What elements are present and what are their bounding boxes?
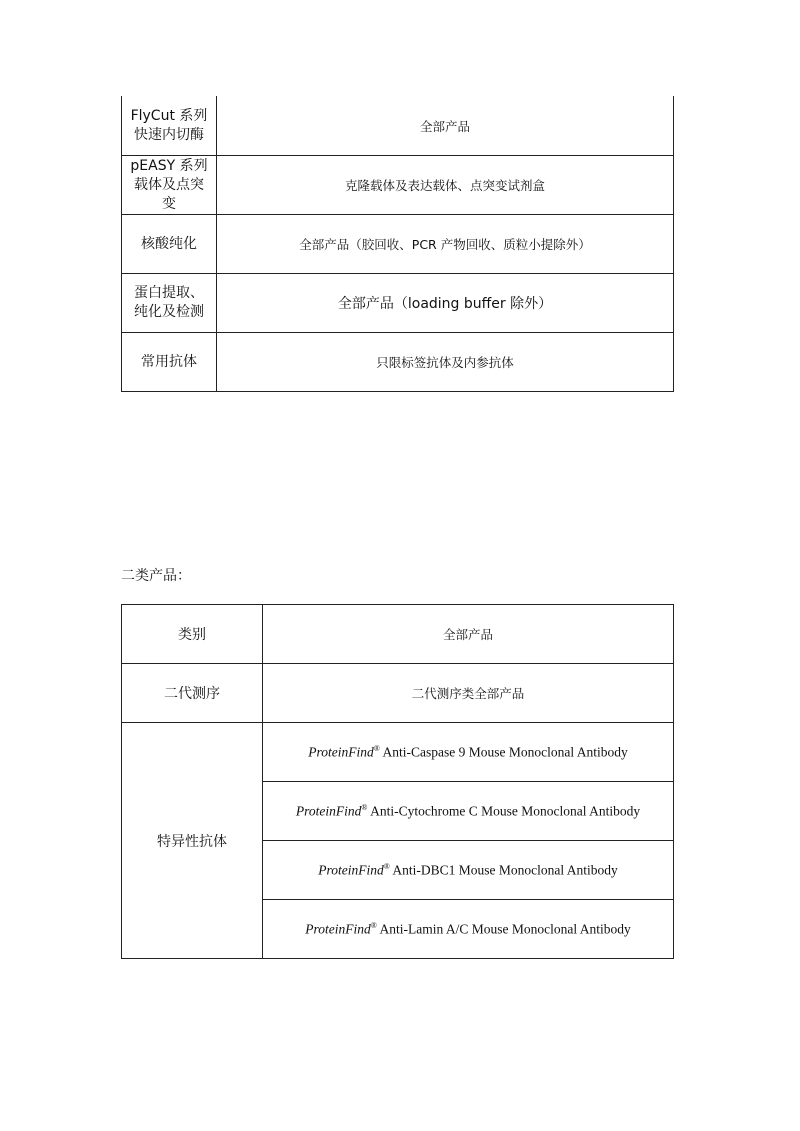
product-table-2 [121,604,674,959]
table-row [122,215,674,274]
category-cell: 核酸纯化 [122,215,217,274]
table-header-row [122,605,674,664]
products-cell: 全部产品（loading buffer 除外） [217,274,674,333]
products-cell: 全部产品（胶回收、PCR 产物回收、质粒小提除外） [217,215,674,274]
category-cell: 二代测序 [122,664,263,723]
antibody-name: Anti-Lamin A/C Mouse Monoclonal Antibody [379,921,631,937]
registered-mark: ® [361,802,368,812]
antibody-cell [263,900,674,959]
antibody-cell [263,782,674,841]
category-cell: FlyCut 系列快速内切酶 [122,96,217,156]
products-cell: 全部产品 [217,96,674,156]
antibody-cell [263,723,674,782]
table-row [122,96,674,156]
antibody-name: Anti-DBC1 Mouse Monoclonal Antibody [392,862,618,878]
antibody-name: Anti-Cytochrome C Mouse Monoclonal Antibody [370,803,641,819]
product-table-1 [121,96,674,392]
brand-name: ProteinFind [295,803,362,819]
header-products-cell: 全部产品 [263,605,674,664]
products-cell: 克隆载体及表达载体、点突变试剂盒 [217,156,674,215]
antibody-cell [263,841,674,900]
category-cell: pEASY 系列载体及点突变 [122,156,217,215]
products-cell: 二代测序类全部产品 [263,664,674,723]
table-row [122,664,674,723]
brand-name: ProteinFind [308,744,374,760]
category-cell: 常用抗体 [122,333,217,392]
section-heading: 二类产品： [121,568,191,584]
registered-mark: ® [383,861,390,871]
table-row [122,274,674,333]
brand-name: ProteinFind [305,921,371,937]
products-cell: 只限标签抗体及内参抗体 [217,333,674,392]
category-cell: 特异性抗体 [122,723,263,959]
header-category-cell: 类别 [122,605,263,664]
table-row [122,723,674,782]
category-cell: 蛋白提取、纯化及检测 [122,274,217,333]
brand-name: ProteinFind [318,862,384,878]
antibody-name: Anti-Caspase 9 Mouse Monoclonal Antibody [382,744,628,760]
registered-mark: ® [373,743,380,753]
table-row [122,156,674,215]
registered-mark: ® [370,920,377,930]
table-row [122,333,674,392]
